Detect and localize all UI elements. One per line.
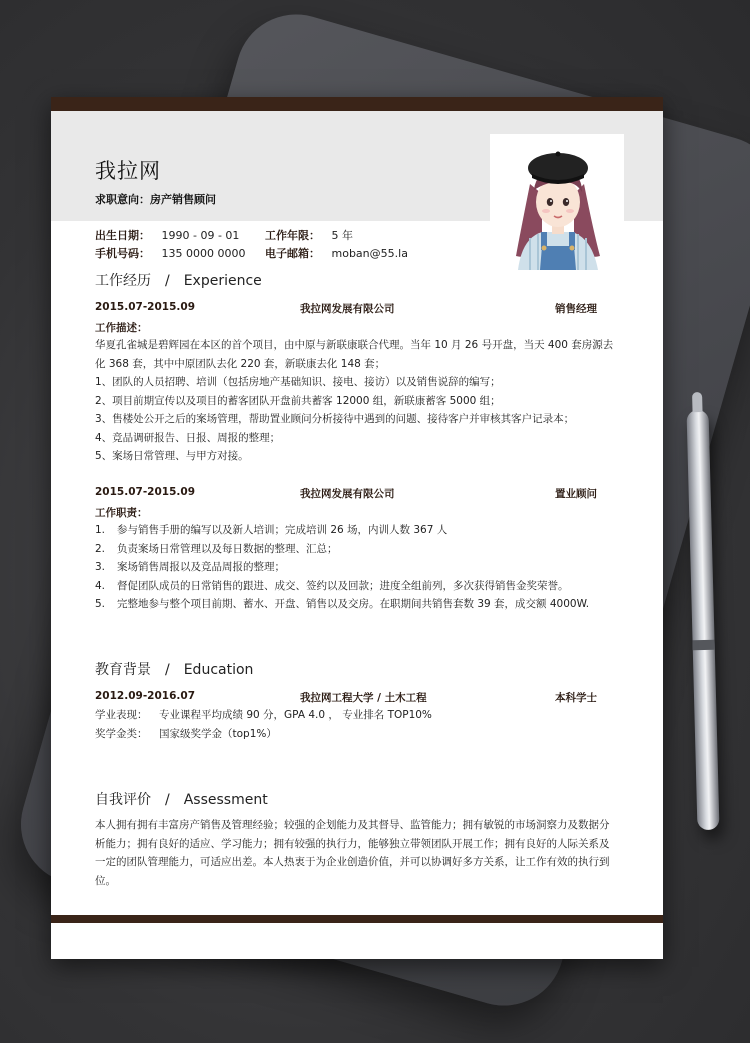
list-item [95, 521, 623, 540]
birth-info [95, 227, 239, 243]
job-1-line: 2、项目前期宣传以及项目的蓄客团队开盘前共蓄客 12000 组，新联康蓄客 5000 组； [95, 394, 501, 407]
job-2-company: 我拉网发展有限公司 [300, 488, 395, 500]
job-2-duties [95, 521, 623, 614]
performance-label: 学业表现： [95, 709, 148, 721]
bottom-accent-bar [51, 915, 663, 923]
candidate-name: 我拉网 [95, 159, 161, 183]
job-1-company: 我拉网发展有限公司 [300, 303, 395, 315]
years-info [265, 227, 353, 243]
education-details [95, 706, 432, 743]
job-1-description [95, 336, 623, 466]
phone-value: 135 0000 0000 [161, 247, 246, 260]
list-item [95, 595, 623, 614]
list-number: 4. [95, 579, 106, 592]
job-intent: 求职意向：房产销售顾问 [95, 193, 216, 206]
phone-info [95, 245, 245, 261]
list-text: 督促团队成员的日常销售的跟进、成交、签约以及回款；进度全组前列，多次获得销售金奖荣誉。 [117, 579, 569, 592]
job-2-period: 2015.07-2015.09 [95, 486, 196, 498]
list-text: 完整地参与整个项目前期、蓄水、开盘、销售以及交房。在职期间共销售套数 39 套，成交额 4000W. [117, 598, 590, 610]
job-1-line: 3、售楼处公开之后的案场管理，帮助置业顾问分析接待中遇到的问题、接待客户并审核其客户记录本； [95, 413, 575, 425]
education-school: 我拉网工程大学 / 土木工程 [300, 692, 427, 704]
list-number: 1. [95, 524, 106, 536]
list-text: 参与销售手册的编写以及新人培训；完成培训 26 场，内训人数 367 人 [117, 524, 448, 536]
job-1-line: 5、案场日常管理、与甲方对接。 [95, 450, 249, 462]
job-1-period: 2015.07-2015.09 [95, 301, 196, 313]
avatar-illustration [490, 134, 624, 270]
list-number: 2. [95, 542, 106, 555]
experience-section-title: 工作经历 / Experience [95, 273, 262, 289]
list-text: 案场销售周报以及竞品周报的整理； [117, 561, 285, 573]
academic-performance [95, 706, 432, 725]
job-1-desc-label: 工作描述： [95, 322, 148, 334]
birth-value: 1990 - 09 - 01 [161, 229, 240, 242]
job-1-line: 1、团队的人员招聘、培训（包括房地产基础知识、接电、接访）以及销售说辞的编写； [95, 376, 501, 388]
assessment-line: 一定的团队管理能力，可适应出差。本人热衷于为企业创造价值，并可以协调好多方关系，让工作有效的执行到 [95, 856, 610, 868]
job-1-position: 销售经理 [555, 303, 597, 315]
job-1-header [95, 301, 597, 313]
profile-photo [490, 134, 624, 270]
years-label: 工作年限： [265, 229, 320, 242]
job-1-line: 4、竞品调研报告、日报、周报的整理； [95, 431, 281, 444]
performance-value: 专业课程平均成绩 90 分，GPA 4.0 ， 专业排名 TOP10% [159, 709, 432, 721]
list-item [95, 558, 623, 577]
scholarship-value: 国家级奖学金（top1%） [159, 727, 277, 740]
job-1-line: 华夏孔雀城是碧辉园在本区的首个项目，由中原与新联康联合代理。当年 10 月 26 号开盘，当天 400 套房源去 [95, 339, 614, 351]
scholarship-label: 奖学金类： [95, 727, 148, 740]
education-section-title: 教育背景 / Education [95, 662, 254, 678]
scholarship [95, 725, 432, 744]
job-2-header [95, 486, 597, 498]
job-1-line: 化 368 套，其中中原团队去化 220 套，新联康去化 148 套； [95, 357, 386, 370]
email-value: moban@55.la [331, 247, 408, 260]
assessment-line: 析能力；拥有良好的适应、学习能力；拥有较强的执行力，能够独立带领团队开展工作；拥有良好的人际关系及 [95, 837, 610, 850]
list-text: 负责案场日常管理以及每日数据的整理、汇总； [117, 542, 338, 555]
email-label: 电子邮箱： [265, 247, 320, 260]
phone-label: 手机号码： [95, 247, 150, 260]
list-item [95, 577, 623, 596]
years-value: 5 年 [331, 229, 353, 242]
email-info [265, 245, 408, 261]
list-number: 5. [95, 598, 106, 610]
list-item [95, 540, 623, 559]
assessment-line: 本人拥有拥有丰富房产销售及管理经验；较强的企划能力及其督导、监管能力；拥有敏锐的市场洞察力及数据分 [95, 819, 610, 831]
list-number: 3. [95, 561, 106, 573]
assessment-section-title: 自我评价 / Assessment [95, 792, 268, 808]
self-assessment [95, 816, 623, 890]
assessment-line: 位。 [95, 874, 116, 887]
job-2-duty-label: 工作职责： [95, 507, 148, 519]
education-degree: 本科学士 [555, 692, 597, 704]
birth-label: 出生日期： [95, 229, 150, 242]
top-accent-bar [51, 97, 663, 111]
resume-paper [51, 97, 663, 959]
job-2-position: 置业顾问 [555, 488, 597, 500]
education-header [95, 690, 597, 702]
education-period: 2012.09-2016.07 [95, 690, 196, 702]
